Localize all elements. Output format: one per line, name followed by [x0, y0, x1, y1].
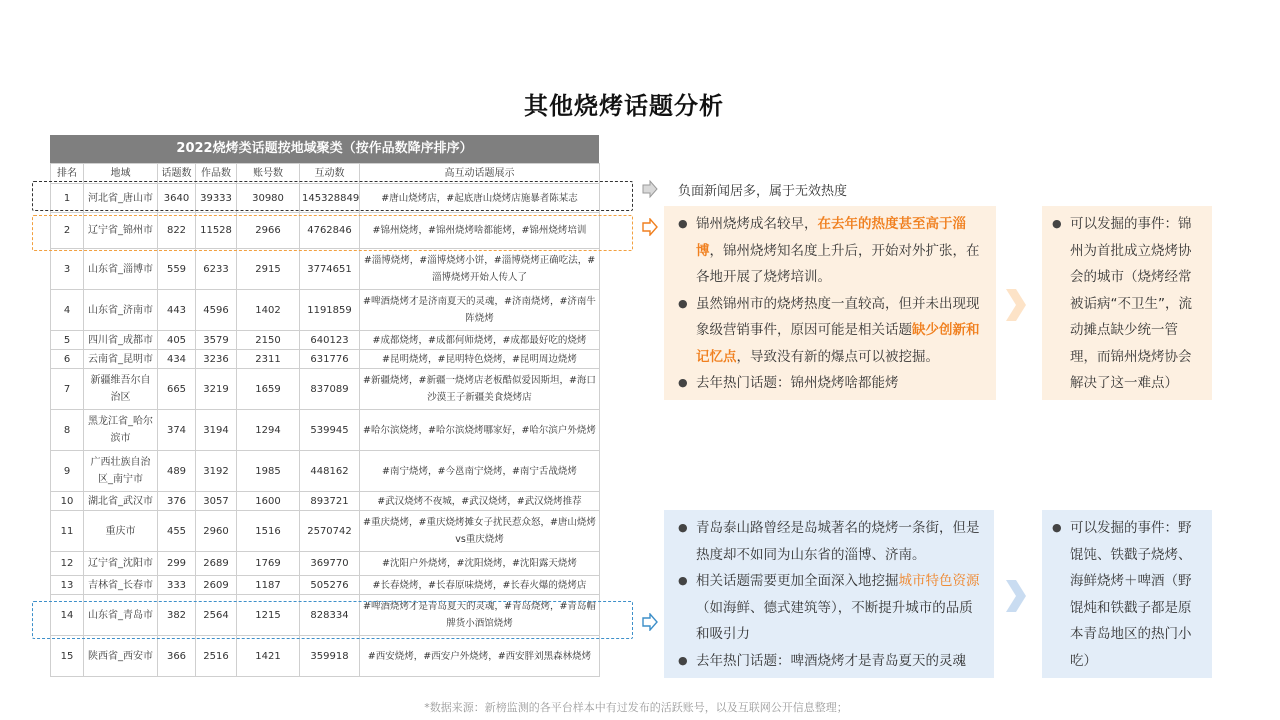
- cell-works: 2609: [196, 576, 237, 595]
- cell-rank: 4: [51, 290, 84, 331]
- cell-works: 11528: [196, 213, 237, 249]
- cell-accounts: 1187: [237, 576, 300, 595]
- cell-topics: 376: [158, 492, 196, 511]
- cell-interactions: 4762846: [300, 213, 360, 249]
- cell-accounts: 2966: [237, 213, 300, 249]
- cell-works: 2564: [196, 595, 237, 636]
- cell-interactions: 369770: [300, 552, 360, 576]
- chevron-right-icon: [1004, 287, 1028, 323]
- cell-interactions: 448162: [300, 451, 360, 492]
- cell-accounts: 1402: [237, 290, 300, 331]
- cell-region: 云南省_昆明市: [84, 350, 158, 369]
- cell-rank: 7: [51, 369, 84, 410]
- cell-works: 3057: [196, 492, 237, 511]
- cell-region: 重庆市: [84, 511, 158, 552]
- cell-accounts: 30980: [237, 184, 300, 213]
- tangshan-note: 负面新闻居多，属于无效热度: [678, 184, 848, 199]
- cell-interactions: 539945: [300, 410, 360, 451]
- cell-region: 新疆维吾尔自治区: [84, 369, 158, 410]
- cell-top-topics: #长春烧烤，#长春原味烧烤，#长春火爆的烧烤店: [360, 576, 600, 595]
- cell-region: 山东省_济南市: [84, 290, 158, 331]
- qingdao-bullet-3: ● 去年热门话题：啤酒烧烤才是青岛夏天的灵魂: [676, 648, 984, 675]
- cell-top-topics: #淄博烧烤，#淄博烧烤小饼，#淄博烧烤正确吃法，#淄博烧烤开始人传人了: [360, 249, 600, 290]
- col-header-top-topics: 高互动话题展示: [360, 164, 600, 184]
- cell-works: 3192: [196, 451, 237, 492]
- cell-top-topics: #成都烧烤，#成都何师烧烤，#成都最好吃的烧烤: [360, 331, 600, 350]
- cell-region: 广西壮族自治区_南宁市: [84, 451, 158, 492]
- highlight-row-jinzhou: [32, 215, 633, 251]
- cell-rank: 14: [51, 595, 84, 636]
- cell-accounts: 1659: [237, 369, 300, 410]
- cell-topics: 455: [158, 511, 196, 552]
- cell-works: 39333: [196, 184, 237, 213]
- chevron-right-icon: [1004, 578, 1028, 614]
- cell-region: 黑龙江省_哈尔滨市: [84, 410, 158, 451]
- table-row: [51, 576, 600, 595]
- cell-region: 河北省_唐山市: [84, 184, 158, 213]
- jinzhou-event-text: ● 可以发掘的事件：锦州为首批成立烧烤协会的城市（烧烤经常被诟病“不卫生”，流动摊点缺少统一管理，而锦州烧烤协会解决了这一难点）: [1050, 211, 1204, 397]
- cell-rank: 12: [51, 552, 84, 576]
- cell-topics: 3640: [158, 184, 196, 213]
- col-header-rank: 排名: [51, 164, 84, 184]
- qingdao-bullet-1: ● 青岛泰山路曾经是岛城著名的烧烤一条街，但是热度却不如同为山东省的淄博、济南。: [676, 515, 984, 568]
- cell-accounts: 1769: [237, 552, 300, 576]
- table-row: [51, 511, 600, 552]
- jinzhou-bullet-2: ● 虽然锦州市的烧烤热度一直较高，但并未出现现象级营销事件，原因可能是相关话题缺少创新和记忆点，导致没有新的爆点可以被挖掘。: [676, 291, 982, 371]
- cell-works: 2689: [196, 552, 237, 576]
- cell-topics: 434: [158, 350, 196, 369]
- cell-interactions: 3774651: [300, 249, 360, 290]
- cell-topics: 559: [158, 249, 196, 290]
- cell-accounts: 2915: [237, 249, 300, 290]
- cell-top-topics: #西安烧烤，#西安户外烧烤，#西安胖刘黑森林烧烤: [360, 636, 600, 677]
- cell-topics: 333: [158, 576, 196, 595]
- cell-interactions: 1191859: [300, 290, 360, 331]
- cell-interactions: 837089: [300, 369, 360, 410]
- jinzhou-bullet-1: ● 锦州烧烤成名较早，在去年的热度甚至高于淄博，锦州烧烤知名度上升后，开始对外扩张，在各地开展了烧烤培训。: [676, 211, 982, 291]
- table-row: [51, 290, 600, 331]
- cell-rank: 2: [51, 213, 84, 249]
- cell-works: 2960: [196, 511, 237, 552]
- cell-top-topics: #重庆烧烤，#重庆烧烤摊女子扰民惹众怒，#唐山烧烤vs重庆烧烤: [360, 511, 600, 552]
- col-header-interactions: 互动数: [300, 164, 360, 184]
- table-row: [51, 350, 600, 369]
- cell-accounts: 2150: [237, 331, 300, 350]
- cell-topics: 665: [158, 369, 196, 410]
- cell-top-topics: #啤酒烧烤才是济南夏天的灵魂，#济南烧烤，#济南牛阵烧烤: [360, 290, 600, 331]
- qingdao-event-card: [1042, 510, 1212, 678]
- table-row: [51, 492, 600, 511]
- cell-region: 山东省_淄博市: [84, 249, 158, 290]
- cell-top-topics: #武汉烧烤不夜城，#武汉烧烤，#武汉烧烤推荐: [360, 492, 600, 511]
- cell-topics: 299: [158, 552, 196, 576]
- cell-interactions: 2570742: [300, 511, 360, 552]
- cell-top-topics: #沈阳户外烧烤，#沈阳烧烤，#沈阳露天烧烤: [360, 552, 600, 576]
- cell-top-topics: #昆明烧烤，#昆明特色烧烤，#昆明周边烧烤: [360, 350, 600, 369]
- cell-region: 吉林省_长春市: [84, 576, 158, 595]
- cell-accounts: 1600: [237, 492, 300, 511]
- cell-accounts: 1215: [237, 595, 300, 636]
- page-title: 其他烧烤话题分析: [524, 92, 724, 120]
- qingdao-bullet-2: ● 相关话题需要更加全面深入地挖掘城市特色资源（如海鲜、德式建筑等），不断提升城市的品质和吸引力: [676, 568, 984, 648]
- table-row: [51, 451, 600, 492]
- qingdao-event-text: ● 可以发掘的事件：野馄饨、铁戳子烧烤、海鲜烧烤＋啤酒（野馄炖和铁戳子都是原本青岛地区的热门小吃）: [1050, 515, 1204, 674]
- cell-rank: 6: [51, 350, 84, 369]
- cell-works: 4596: [196, 290, 237, 331]
- jinzhou-event-card: [1042, 206, 1212, 400]
- highlight-row-qingdao: [32, 601, 633, 639]
- cell-topics: 822: [158, 213, 196, 249]
- cell-topics: 443: [158, 290, 196, 331]
- cell-rank: 3: [51, 249, 84, 290]
- cell-interactions: 631776: [300, 350, 360, 369]
- cell-works: 3579: [196, 331, 237, 350]
- cell-works: 6233: [196, 249, 237, 290]
- cell-region: 陕西省_西安市: [84, 636, 158, 677]
- cell-region: 辽宁省_锦州市: [84, 213, 158, 249]
- cell-top-topics: #唐山烧烤店，#起底唐山烧烤店施暴者陈某志: [360, 184, 600, 213]
- cell-top-topics: #哈尔滨烧烤，#哈尔滨烧烤哪家好，#哈尔滨户外烧烤: [360, 410, 600, 451]
- cell-topics: 489: [158, 451, 196, 492]
- cell-topics: 382: [158, 595, 196, 636]
- cell-interactions: 893721: [300, 492, 360, 511]
- cell-accounts: 1985: [237, 451, 300, 492]
- cell-works: 3219: [196, 369, 237, 410]
- cell-topics: 374: [158, 410, 196, 451]
- cell-rank: 1: [51, 184, 84, 213]
- cell-rank: 13: [51, 576, 84, 595]
- cell-works: 3194: [196, 410, 237, 451]
- cell-accounts: 1516: [237, 511, 300, 552]
- table-caption: 2022烧烤类话题按地域聚类（按作品数降序排序）: [50, 135, 599, 163]
- table-row: [51, 636, 600, 677]
- cell-top-topics: #南宁烧烤，#今邕南宁烧烤，#南宁舌战烧烤: [360, 451, 600, 492]
- cell-accounts: 2311: [237, 350, 300, 369]
- col-header-topics: 话题数: [158, 164, 196, 184]
- col-header-works: 作品数: [196, 164, 237, 184]
- cell-rank: 9: [51, 451, 84, 492]
- arrow-right-icon: [641, 180, 659, 198]
- cell-top-topics: #啤酒烧烤才是青岛夏天的灵魂，#青岛烧烤，#青岛帽牌货小酒馆烧烤: [360, 595, 600, 636]
- cell-rank: 10: [51, 492, 84, 511]
- highlight-row-tangshan: [32, 181, 633, 211]
- col-header-accounts: 账号数: [237, 164, 300, 184]
- cell-region: 湖北省_武汉市: [84, 492, 158, 511]
- cell-interactions: 640123: [300, 331, 360, 350]
- arrow-right-icon: [641, 218, 659, 236]
- table-row: [51, 249, 600, 290]
- cell-topics: 405: [158, 331, 196, 350]
- cell-interactions: 145328849: [300, 184, 360, 213]
- cell-rank: 5: [51, 331, 84, 350]
- cell-rank: 11: [51, 511, 84, 552]
- cell-top-topics: #锦州烧烤，#锦州烧烤啥都能烤，#锦州烧烤培训: [360, 213, 600, 249]
- table-row: [51, 369, 600, 410]
- col-header-region: 地域: [84, 164, 158, 184]
- cell-region: 辽宁省_沈阳市: [84, 552, 158, 576]
- cell-works: 3236: [196, 350, 237, 369]
- jinzhou-bullet-3: ● 去年热门话题：锦州烧烤啥都能烤: [676, 370, 982, 397]
- cell-interactions: 828334: [300, 595, 360, 636]
- jinzhou-analysis-card: [664, 206, 996, 400]
- arrow-right-icon: [641, 613, 659, 631]
- table-row: [51, 331, 600, 350]
- cell-accounts: 1294: [237, 410, 300, 451]
- cell-region: 四川省_成都市: [84, 331, 158, 350]
- table-row: [51, 410, 600, 451]
- cell-region: 山东省_青岛市: [84, 595, 158, 636]
- cell-rank: 8: [51, 410, 84, 451]
- table-row: [51, 552, 600, 576]
- cell-rank: 15: [51, 636, 84, 677]
- data-source-footnote: *数据来源：新榜监测的各平台样本中有过发布的活跃账号，以及互联网公开信息整理；: [424, 701, 848, 714]
- cell-accounts: 1421: [237, 636, 300, 677]
- cell-top-topics: #新疆烧烤，#新疆一烧烤店老板酷似爱因斯坦，#海口沙漠王子新疆美食烧烤店: [360, 369, 600, 410]
- cell-works: 2516: [196, 636, 237, 677]
- cell-interactions: 359918: [300, 636, 360, 677]
- qingdao-analysis-card: [664, 510, 994, 678]
- cell-topics: 366: [158, 636, 196, 677]
- cell-interactions: 505276: [300, 576, 360, 595]
